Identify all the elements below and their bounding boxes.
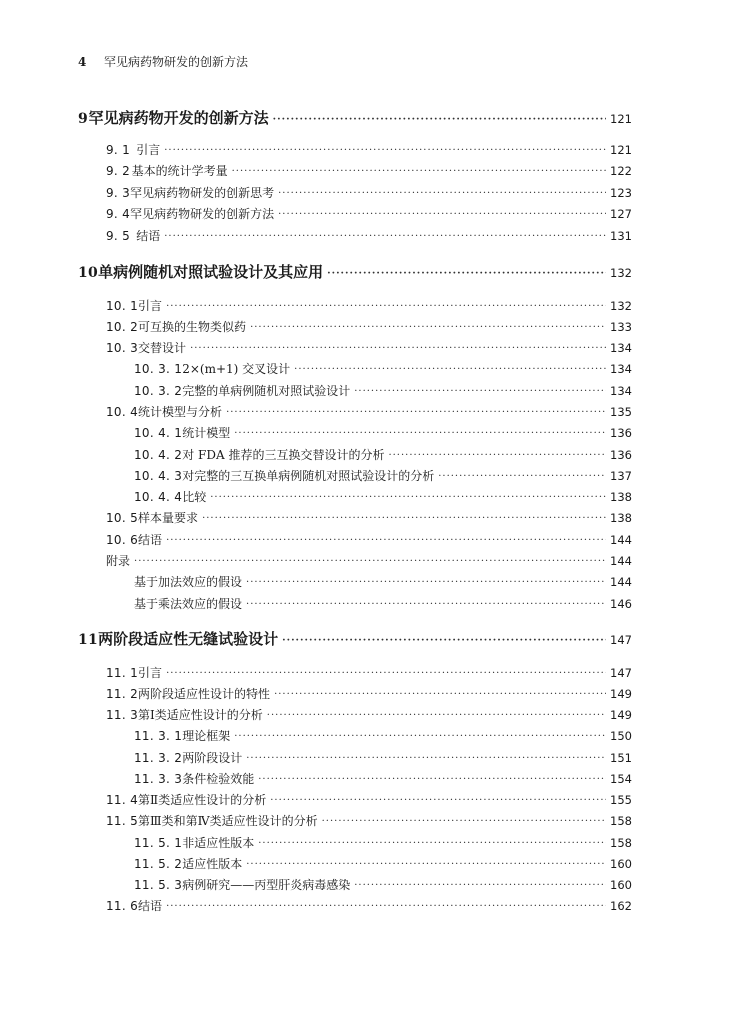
toc-entry-number: 11. 1 xyxy=(106,666,139,680)
toc-entry-number: 10. 4 xyxy=(106,405,139,419)
toc-entry-title: 样本量要求 xyxy=(138,511,199,525)
dot-leader xyxy=(388,450,606,461)
dot-leader xyxy=(234,731,606,742)
toc-entry[interactable] xyxy=(106,184,632,201)
dot-leader xyxy=(294,364,606,375)
toc-entry-title: 完整的单病例随机对照试验设计 xyxy=(182,384,351,398)
dot-leader xyxy=(246,599,606,610)
dot-leader xyxy=(232,166,606,177)
toc-entry[interactable] xyxy=(134,770,632,787)
toc-chapter-entry[interactable] xyxy=(78,628,632,649)
toc-entry-title: 对 FDA 推荐的三互换交替设计的分析 xyxy=(182,448,385,462)
toc-entry-title: 基于乘法效应的假设 xyxy=(134,597,243,611)
toc-entry-page: 136 xyxy=(610,448,632,462)
dot-leader xyxy=(274,689,606,700)
dot-leader xyxy=(166,535,606,546)
toc-entry[interactable] xyxy=(106,531,632,548)
toc-entry-page: 147 xyxy=(610,666,632,680)
dot-leader xyxy=(234,428,606,439)
dot-leader xyxy=(258,774,606,785)
toc-entry-title: 统计模型与分析 xyxy=(138,405,223,419)
toc-entry[interactable] xyxy=(106,664,632,681)
toc-entry[interactable] xyxy=(134,595,632,612)
dot-leader xyxy=(327,268,606,279)
dot-leader xyxy=(438,471,606,482)
toc-entry[interactable] xyxy=(106,339,632,356)
toc-entry-page: 146 xyxy=(610,597,632,611)
toc-entry[interactable] xyxy=(134,876,632,893)
toc-entry-title: 比较 xyxy=(182,490,207,504)
toc-entry-page: 137 xyxy=(610,469,632,483)
toc-entry-number: 10. 4. 3 xyxy=(134,469,183,483)
toc-entry[interactable] xyxy=(134,488,632,505)
dot-leader xyxy=(164,231,606,242)
toc-entry-title: 基本的统计学考量 xyxy=(131,164,228,178)
toc-entry-page: 133 xyxy=(610,320,632,334)
toc-entry-number: 9. 2 xyxy=(106,164,131,178)
toc-chapter-entry[interactable] xyxy=(78,107,632,128)
toc-entry[interactable] xyxy=(106,141,632,158)
toc-entry[interactable] xyxy=(134,573,632,590)
dot-leader xyxy=(202,513,606,524)
toc-entry-page: 150 xyxy=(610,729,632,743)
header-book-title: 罕见病药物研发的创新方法 xyxy=(104,55,249,69)
toc-entry-page: 123 xyxy=(610,186,632,200)
toc-entry-title: 基于加法效应的假设 xyxy=(134,575,243,589)
toc-entry[interactable] xyxy=(106,205,632,222)
toc-entry-title: 2×(m+1) 交叉设计 xyxy=(182,362,291,376)
toc-entry[interactable] xyxy=(106,509,632,526)
toc-entry-title: 附录 xyxy=(106,554,131,568)
toc-entry-title: 引言 xyxy=(136,143,161,157)
toc-entry-title: 交替设计 xyxy=(138,341,187,355)
toc-entry-title: 第Ⅱ类适应性设计的分析 xyxy=(138,793,267,807)
toc-entry-title: 引言 xyxy=(138,666,163,680)
toc-entry[interactable] xyxy=(134,855,632,872)
toc-entry-page: 154 xyxy=(610,772,632,786)
toc-entry-number: 11. 3. 2 xyxy=(134,751,183,765)
toc-entry-title: 两阶段设计 xyxy=(182,751,243,765)
dot-leader xyxy=(246,753,606,764)
toc-entry-title: 理论框架 xyxy=(182,729,231,743)
toc-entry-page: 160 xyxy=(610,878,632,892)
toc-entry-number: 11. 3 xyxy=(106,708,139,722)
dot-leader xyxy=(246,859,606,870)
toc-entry-number: 9. 3 xyxy=(106,186,131,200)
toc-entry-title: 结语 xyxy=(136,229,161,243)
toc-entry-page: 147 xyxy=(610,633,632,647)
toc-entry-number: 11. 5 xyxy=(106,814,139,828)
toc-entry-page: 144 xyxy=(610,554,632,568)
toc-entry-page: 134 xyxy=(610,341,632,355)
toc-entry[interactable] xyxy=(106,403,632,420)
dot-leader xyxy=(282,635,606,646)
toc-entry-title: 结语 xyxy=(138,533,163,547)
toc-entry[interactable] xyxy=(134,727,632,744)
toc-entry-page: 144 xyxy=(610,533,632,547)
toc-entry-title: 非适应性版本 xyxy=(182,836,255,850)
toc-entry-page: 160 xyxy=(610,857,632,871)
toc-entry-number: 9. 4 xyxy=(106,207,131,221)
toc-chapter-entry[interactable] xyxy=(78,261,632,282)
toc-entry-title: 罕见病药物研发的创新思考 xyxy=(130,186,275,200)
toc-entry-title: 两阶段适应性设计的特性 xyxy=(138,687,271,701)
dot-leader xyxy=(246,577,606,588)
dot-leader xyxy=(166,668,606,679)
toc-entry-title: 罕见病药物开发的创新方法 xyxy=(88,109,269,127)
toc-entry-page: 138 xyxy=(610,490,632,504)
toc-entry-page: 144 xyxy=(610,575,632,589)
toc-entry[interactable] xyxy=(134,834,632,851)
dot-leader xyxy=(164,145,606,156)
dot-leader xyxy=(226,407,606,418)
toc-entry-number: 10. 4. 4 xyxy=(134,490,183,504)
toc-entry-title: 单病例随机对照试验设计及其应用 xyxy=(98,263,324,281)
toc-entry-number: 10 xyxy=(78,265,99,281)
dot-leader xyxy=(190,343,606,354)
toc-entry-page: 121 xyxy=(610,143,632,157)
dot-leader xyxy=(354,386,606,397)
toc-entry-title: 统计模型 xyxy=(182,426,231,440)
toc-entry[interactable] xyxy=(134,360,632,377)
toc-entry-title: 条件检验效能 xyxy=(182,772,255,786)
toc-entry-number: 11. 6 xyxy=(106,899,139,913)
toc-entry-number: 9. 5 xyxy=(106,229,131,243)
toc-entry-page: 158 xyxy=(610,814,632,828)
toc-entry-number: 11. 5. 2 xyxy=(134,857,183,871)
toc-entry-title: 第Ⅲ类和第Ⅳ类适应性设计的分析 xyxy=(138,814,318,828)
toc-entry-title: 可互换的生物类似药 xyxy=(138,320,247,334)
toc-entry-number: 10. 3. 1 xyxy=(134,362,183,376)
toc-entry-page: 134 xyxy=(610,384,632,398)
toc-entry[interactable] xyxy=(106,297,632,314)
dot-leader xyxy=(322,816,606,827)
toc-entry-title: 对完整的三互换单病例随机对照试验设计的分析 xyxy=(182,469,435,483)
dot-leader xyxy=(278,209,606,220)
toc-entry-title: 两阶段适应性无缝试验设计 xyxy=(98,630,279,648)
dot-leader xyxy=(166,301,606,312)
toc-entry[interactable] xyxy=(134,424,632,441)
toc-entry[interactable] xyxy=(106,897,632,914)
dot-leader xyxy=(273,114,606,125)
toc-entry-number: 11. 3. 1 xyxy=(134,729,183,743)
toc-entry-page: 132 xyxy=(610,299,632,313)
toc-entry-page: 149 xyxy=(610,687,632,701)
toc-entry-number: 11 xyxy=(78,632,99,648)
dot-leader xyxy=(258,838,606,849)
dot-leader xyxy=(166,901,606,912)
toc-entry-page: 158 xyxy=(610,836,632,850)
toc-entry[interactable] xyxy=(106,318,632,335)
toc-entry-page: 131 xyxy=(610,229,632,243)
toc-entry-number: 10. 2 xyxy=(106,320,139,334)
toc-entry[interactable] xyxy=(106,227,632,244)
toc-entry-title: 病例研究——丙型肝炎病毒感染 xyxy=(182,878,351,892)
toc-entry-page: 132 xyxy=(610,266,632,280)
dot-leader xyxy=(354,880,606,891)
dot-leader xyxy=(267,710,606,721)
dot-leader xyxy=(250,322,606,333)
toc-entry-page: 122 xyxy=(610,164,632,178)
toc-entry[interactable] xyxy=(134,382,632,399)
toc-entry-page: 135 xyxy=(610,405,632,419)
toc-entry[interactable] xyxy=(106,791,632,808)
toc-entry-number: 10. 4. 1 xyxy=(134,426,183,440)
toc-entry-number: 11. 4 xyxy=(106,793,139,807)
toc-entry-number: 10. 4. 2 xyxy=(134,448,183,462)
toc-entry[interactable] xyxy=(134,446,632,463)
header-page-number: 4 xyxy=(78,55,87,69)
toc-entry[interactable] xyxy=(134,749,632,766)
dot-leader xyxy=(278,188,606,199)
toc-entry-page: 121 xyxy=(610,112,632,126)
toc-entry[interactable] xyxy=(134,467,632,484)
toc-entry-page: 138 xyxy=(610,511,632,525)
toc-entry-number: 11. 2 xyxy=(106,687,139,701)
dot-leader xyxy=(210,492,606,503)
toc-entry-page: 136 xyxy=(610,426,632,440)
toc-entry-number: 9 xyxy=(78,111,89,127)
toc-entry-number: 10. 5 xyxy=(106,511,139,525)
toc-entry[interactable] xyxy=(106,685,632,702)
toc-entry[interactable] xyxy=(106,552,632,569)
toc-entry-page: 134 xyxy=(610,362,632,376)
toc-entry-page: 127 xyxy=(610,207,632,221)
toc-entry-number: 11. 3. 3 xyxy=(134,772,183,786)
toc-entry-number: 11. 5. 3 xyxy=(134,878,183,892)
toc-entry[interactable] xyxy=(106,162,632,179)
toc-entry-page: 151 xyxy=(610,751,632,765)
dot-leader xyxy=(134,556,606,567)
dot-leader xyxy=(270,795,606,806)
toc-entry-page: 149 xyxy=(610,708,632,722)
toc-entry-number: 10. 3 xyxy=(106,341,139,355)
toc-entry-title: 罕见病药物研发的创新方法 xyxy=(130,207,275,221)
toc-entry-title: 适应性版本 xyxy=(182,857,243,871)
toc-entry-page: 155 xyxy=(610,793,632,807)
toc-entry-page: 162 xyxy=(610,899,632,913)
toc-entry[interactable] xyxy=(106,812,632,829)
toc-entry-number: 10. 6 xyxy=(106,533,139,547)
toc-entry-number: 11. 5. 1 xyxy=(134,836,183,850)
toc-entry[interactable] xyxy=(106,706,632,723)
toc-entry-title: 结语 xyxy=(138,899,163,913)
toc-entry-number: 10. 1 xyxy=(106,299,139,313)
toc-entry-title: 第Ⅰ类适应性设计的分析 xyxy=(138,708,263,722)
toc-entry-title: 引言 xyxy=(138,299,163,313)
toc-entry-number: 9. 1 xyxy=(106,143,131,157)
toc-entry-number: 10. 3. 2 xyxy=(134,384,183,398)
